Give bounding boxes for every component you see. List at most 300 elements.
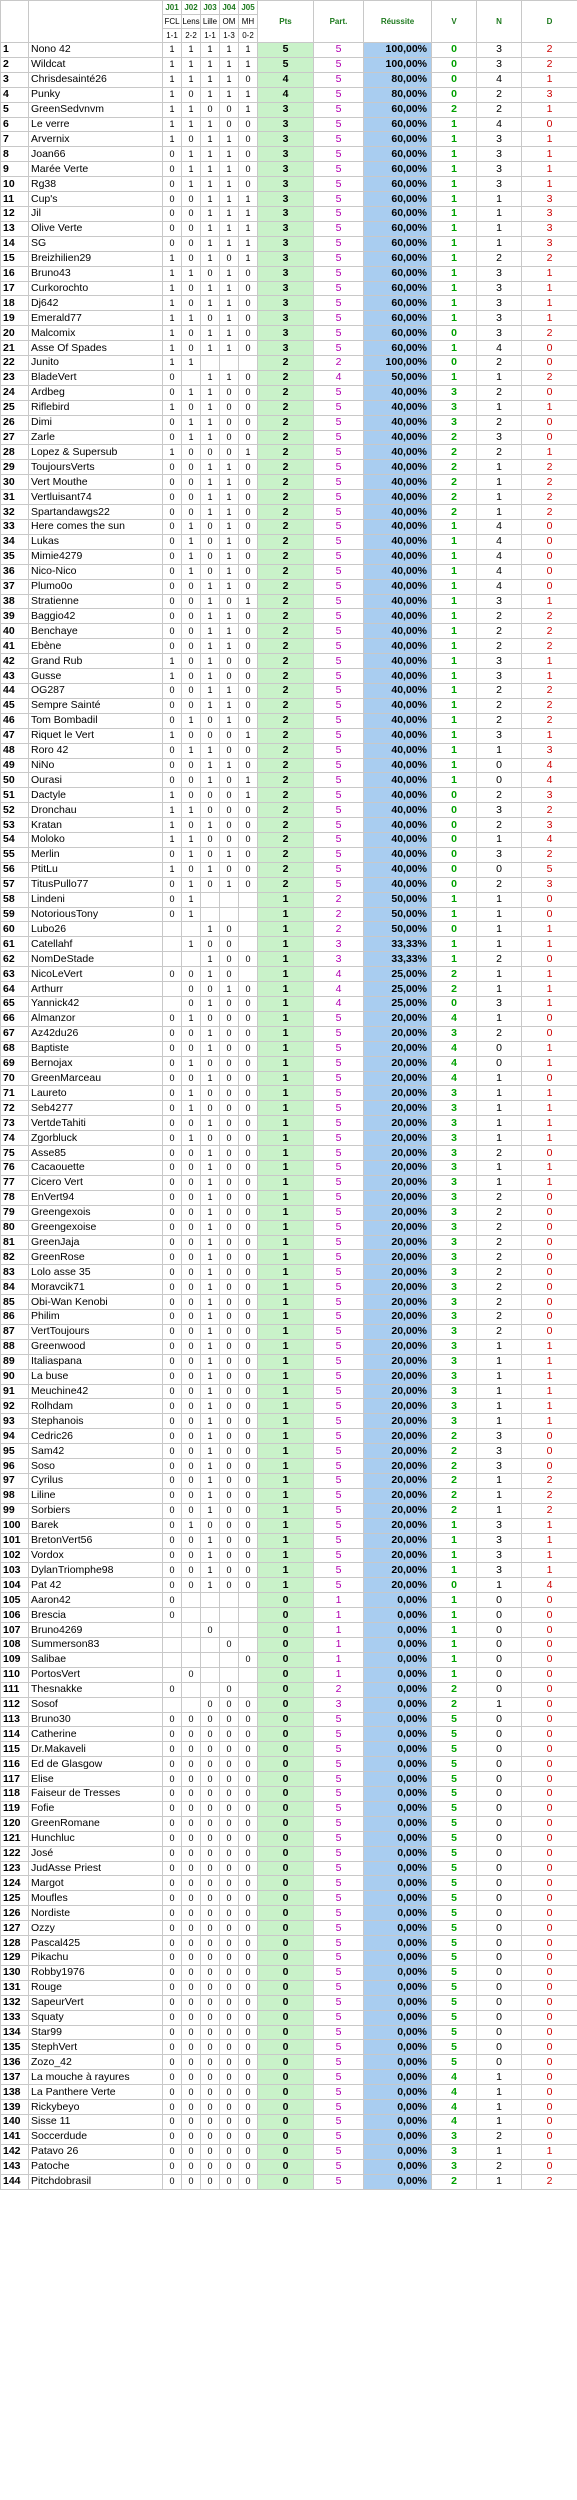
success-rate-cell: 0,00% xyxy=(364,2159,432,2174)
points-cell: 3 xyxy=(258,281,314,296)
n-cell: 3 xyxy=(477,281,522,296)
match-result: 0 xyxy=(201,982,220,997)
participations-cell: 5 xyxy=(314,549,364,564)
d-cell: 1 xyxy=(522,266,577,281)
points-cell: 2 xyxy=(258,833,314,848)
match-result: 0 xyxy=(239,1846,258,1861)
table-row xyxy=(1,1399,577,1414)
v-cell: 3 xyxy=(432,1265,477,1280)
participations-cell: 2 xyxy=(314,907,364,922)
player-name: Cedric26 xyxy=(29,1429,163,1444)
n-cell: 1 xyxy=(477,1399,522,1414)
table-row xyxy=(1,147,577,162)
match-result: 1 xyxy=(239,251,258,266)
match-result: 0 xyxy=(239,370,258,385)
table-row xyxy=(1,1742,577,1757)
match-result: 0 xyxy=(239,1563,258,1578)
match-result: 0 xyxy=(220,1876,239,1891)
match-result: 0 xyxy=(163,1250,182,1265)
points-cell: 1 xyxy=(258,1399,314,1414)
match-result: 0 xyxy=(163,1936,182,1951)
participations-cell: 5 xyxy=(314,2025,364,2040)
match-result: 0 xyxy=(239,1295,258,1310)
n-cell: 2 xyxy=(477,683,522,698)
points-cell: 1 xyxy=(258,1056,314,1071)
n-cell: 4 xyxy=(477,579,522,594)
player-name: Grand Rub xyxy=(29,654,163,669)
match-code: J04 xyxy=(220,1,239,15)
d-cell: 1 xyxy=(522,1548,577,1563)
table-row xyxy=(1,1951,577,1966)
match-result: 1 xyxy=(201,370,220,385)
success-rate-cell: 0,00% xyxy=(364,1667,432,1682)
participations-cell: 5 xyxy=(314,162,364,177)
match-result xyxy=(163,1697,182,1712)
d-cell: 1 xyxy=(522,1563,577,1578)
v-cell: 1 xyxy=(432,296,477,311)
match-result: 0 xyxy=(182,206,201,221)
match-result: 0 xyxy=(182,1503,201,1518)
success-rate-cell: 25,00% xyxy=(364,982,432,997)
n-cell: 2 xyxy=(477,1190,522,1205)
rank-cell: 23 xyxy=(1,370,29,385)
participations-cell: 5 xyxy=(314,1444,364,1459)
match-result: 0 xyxy=(201,1995,220,2010)
points-cell: 1 xyxy=(258,1369,314,1384)
n-cell: 2 xyxy=(477,609,522,624)
match-result xyxy=(163,1623,182,1638)
match-result: 1 xyxy=(182,430,201,445)
match-result: 0 xyxy=(220,1697,239,1712)
points-cell: 1 xyxy=(258,1384,314,1399)
match-result: 0 xyxy=(182,1951,201,1966)
d-cell: 2 xyxy=(522,505,577,520)
player-name: Elise xyxy=(29,1772,163,1787)
points-cell: 4 xyxy=(258,72,314,87)
match-result: 0 xyxy=(239,1056,258,1071)
n-cell: 3 xyxy=(477,43,522,58)
match-result: 1 xyxy=(201,1310,220,1325)
match-result xyxy=(163,982,182,997)
v-cell: 1 xyxy=(432,311,477,326)
match-result: 0 xyxy=(239,341,258,356)
success-rate-cell: 0,00% xyxy=(364,1697,432,1712)
rank-cell: 1 xyxy=(1,43,29,58)
match-result: 1 xyxy=(201,624,220,639)
match-result: 0 xyxy=(163,847,182,862)
match-result: 1 xyxy=(201,1205,220,1220)
v-cell: 0 xyxy=(432,803,477,818)
v-cell: 5 xyxy=(432,1876,477,1891)
match-result: 0 xyxy=(220,1399,239,1414)
d-cell: 1 xyxy=(522,1369,577,1384)
match-result: 0 xyxy=(220,818,239,833)
n-cell: 2 xyxy=(477,698,522,713)
participations-cell: 5 xyxy=(314,1235,364,1250)
match-result: 0 xyxy=(220,1637,239,1652)
match-result: 0 xyxy=(201,1787,220,1802)
points-cell: 2 xyxy=(258,490,314,505)
participations-cell: 5 xyxy=(314,177,364,192)
n-cell: 2 xyxy=(477,1310,522,1325)
match-team: MH xyxy=(239,15,258,29)
player-name: Patoche xyxy=(29,2159,163,2174)
match-result: 0 xyxy=(239,266,258,281)
table-row xyxy=(1,982,577,997)
match-result: 0 xyxy=(220,1772,239,1787)
match-result: 1 xyxy=(163,87,182,102)
n-cell: 0 xyxy=(477,1727,522,1742)
d-cell: 1 xyxy=(522,922,577,937)
participations-cell: 5 xyxy=(314,1414,364,1429)
table-row xyxy=(1,102,577,117)
rank-cell: 24 xyxy=(1,385,29,400)
v-cell: 3 xyxy=(432,415,477,430)
match-result: 0 xyxy=(239,1965,258,1980)
player-name: Greengexoise xyxy=(29,1220,163,1235)
participations-cell: 5 xyxy=(314,1772,364,1787)
match-result xyxy=(201,1667,220,1682)
v-cell: 5 xyxy=(432,1816,477,1831)
match-result: 0 xyxy=(239,982,258,997)
rank-cell: 110 xyxy=(1,1667,29,1682)
participations-cell: 4 xyxy=(314,967,364,982)
rank-cell: 65 xyxy=(1,997,29,1012)
match-result: 1 xyxy=(201,221,220,236)
match-result: 0 xyxy=(220,1891,239,1906)
match-result: 1 xyxy=(201,1444,220,1459)
points-cell: 0 xyxy=(258,1801,314,1816)
success-rate-cell: 0,00% xyxy=(364,2129,432,2144)
match-result: 0 xyxy=(220,1369,239,1384)
table-row xyxy=(1,1384,577,1399)
v-cell: 3 xyxy=(432,1101,477,1116)
d-cell: 1 xyxy=(522,400,577,415)
table-row xyxy=(1,1474,577,1489)
table-row xyxy=(1,1324,577,1339)
points-cell: 0 xyxy=(258,1623,314,1638)
match-result: 1 xyxy=(201,1235,220,1250)
player-name: Pat 42 xyxy=(29,1578,163,1593)
match-result: 1 xyxy=(182,534,201,549)
points-cell: 0 xyxy=(258,1787,314,1802)
match-result xyxy=(239,1608,258,1623)
match-result: 1 xyxy=(201,1503,220,1518)
points-cell: 1 xyxy=(258,1295,314,1310)
success-rate-cell: 0,00% xyxy=(364,1801,432,1816)
v-cell: 5 xyxy=(432,1965,477,1980)
success-rate-cell: 60,00% xyxy=(364,251,432,266)
d-cell: 1 xyxy=(522,654,577,669)
v-cell: 1 xyxy=(432,1548,477,1563)
n-cell: 0 xyxy=(477,1980,522,1995)
rank-cell: 35 xyxy=(1,549,29,564)
participations-cell: 5 xyxy=(314,1742,364,1757)
table-row xyxy=(1,296,577,311)
player-name: Zozo_42 xyxy=(29,2055,163,2070)
v-cell: 1 xyxy=(432,624,477,639)
d-cell: 0 xyxy=(522,1712,577,1727)
rank-cell: 108 xyxy=(1,1637,29,1652)
match-result: 0 xyxy=(163,624,182,639)
points-cell: 1 xyxy=(258,1235,314,1250)
v-cell: 3 xyxy=(432,1250,477,1265)
n-cell: 3 xyxy=(477,177,522,192)
match-result: 0 xyxy=(201,2040,220,2055)
n-cell: 0 xyxy=(477,773,522,788)
match-result: 0 xyxy=(201,833,220,848)
match-result: 0 xyxy=(220,1459,239,1474)
participations-cell: 5 xyxy=(314,206,364,221)
n-cell: 1 xyxy=(477,1503,522,1518)
success-rate-cell: 25,00% xyxy=(364,997,432,1012)
match-result: 0 xyxy=(239,147,258,162)
points-cell: 1 xyxy=(258,1578,314,1593)
match-result: 0 xyxy=(239,1444,258,1459)
rank-cell: 58 xyxy=(1,892,29,907)
rank-cell: 20 xyxy=(1,326,29,341)
match-result: 0 xyxy=(220,415,239,430)
rank-cell: 10 xyxy=(1,177,29,192)
match-result: 1 xyxy=(201,57,220,72)
match-result: 1 xyxy=(201,385,220,400)
v-cell: 1 xyxy=(432,1593,477,1608)
match-result: 1 xyxy=(163,803,182,818)
n-cell: 2 xyxy=(477,1146,522,1161)
d-cell: 2 xyxy=(522,1503,577,1518)
v-cell: 0 xyxy=(432,862,477,877)
match-result: 0 xyxy=(220,997,239,1012)
player-name: Yannick42 xyxy=(29,997,163,1012)
points-cell: 0 xyxy=(258,1965,314,1980)
points-cell: 2 xyxy=(258,385,314,400)
success-rate-cell: 0,00% xyxy=(364,2040,432,2055)
match-result: 0 xyxy=(163,1041,182,1056)
match-result xyxy=(239,1593,258,1608)
d-cell: 2 xyxy=(522,698,577,713)
d-cell: 0 xyxy=(522,1906,577,1921)
header-pts: Pts xyxy=(258,1,314,43)
table-row xyxy=(1,1772,577,1787)
rank-cell: 112 xyxy=(1,1697,29,1712)
v-cell: 3 xyxy=(432,1086,477,1101)
match-result: 0 xyxy=(239,549,258,564)
n-cell: 1 xyxy=(477,206,522,221)
points-cell: 0 xyxy=(258,2159,314,2174)
v-cell: 3 xyxy=(432,1399,477,1414)
rank-cell: 36 xyxy=(1,564,29,579)
points-cell: 1 xyxy=(258,1146,314,1161)
match-result: 1 xyxy=(239,57,258,72)
match-result: 1 xyxy=(201,1146,220,1161)
v-cell: 1 xyxy=(432,669,477,684)
match-result: 0 xyxy=(201,1951,220,1966)
rank-cell: 99 xyxy=(1,1503,29,1518)
match-result: 0 xyxy=(163,147,182,162)
match-result: 0 xyxy=(163,2159,182,2174)
match-result: 0 xyxy=(239,505,258,520)
player-name: Pascal425 xyxy=(29,1936,163,1951)
n-cell: 1 xyxy=(477,922,522,937)
player-name: La mouche à rayures xyxy=(29,2070,163,2085)
match-result: 0 xyxy=(182,341,201,356)
match-result: 1 xyxy=(182,833,201,848)
match-result: 1 xyxy=(201,475,220,490)
success-rate-cell: 20,00% xyxy=(364,1131,432,1146)
match-result: 0 xyxy=(201,1131,220,1146)
success-rate-cell: 40,00% xyxy=(364,728,432,743)
d-cell: 1 xyxy=(522,311,577,326)
participations-cell: 5 xyxy=(314,2040,364,2055)
success-rate-cell: 60,00% xyxy=(364,266,432,281)
match-result: 0 xyxy=(239,1995,258,2010)
success-rate-cell: 20,00% xyxy=(364,1354,432,1369)
v-cell: 1 xyxy=(432,236,477,251)
participations-cell: 5 xyxy=(314,1339,364,1354)
match-result: 1 xyxy=(163,818,182,833)
match-result: 0 xyxy=(182,236,201,251)
match-result: 0 xyxy=(163,1503,182,1518)
rank-cell: 59 xyxy=(1,907,29,922)
v-cell: 2 xyxy=(432,1697,477,1712)
table-row xyxy=(1,1131,577,1146)
match-result: 1 xyxy=(163,117,182,132)
v-cell: 3 xyxy=(432,385,477,400)
player-name: Here comes the sun xyxy=(29,520,163,535)
v-cell: 1 xyxy=(432,117,477,132)
participations-cell: 5 xyxy=(314,1220,364,1235)
player-name: Dj642 xyxy=(29,296,163,311)
player-name: José xyxy=(29,1846,163,1861)
match-result: 1 xyxy=(239,192,258,207)
match-result: 1 xyxy=(182,1101,201,1116)
participations-cell: 5 xyxy=(314,221,364,236)
participations-cell: 5 xyxy=(314,192,364,207)
table-row xyxy=(1,728,577,743)
match-result: 0 xyxy=(239,162,258,177)
success-rate-cell: 40,00% xyxy=(364,788,432,803)
match-result: 1 xyxy=(201,579,220,594)
v-cell: 0 xyxy=(432,847,477,862)
match-result: 1 xyxy=(201,773,220,788)
match-result: 0 xyxy=(220,952,239,967)
v-cell: 3 xyxy=(432,1175,477,1190)
success-rate-cell: 0,00% xyxy=(364,1593,432,1608)
participations-cell: 5 xyxy=(314,475,364,490)
d-cell: 2 xyxy=(522,639,577,654)
match-result: 0 xyxy=(182,1548,201,1563)
success-rate-cell: 0,00% xyxy=(364,1608,432,1623)
rank-cell: 49 xyxy=(1,758,29,773)
table-row xyxy=(1,1101,577,1116)
match-result: 1 xyxy=(182,415,201,430)
match-result: 0 xyxy=(220,2174,239,2189)
v-cell: 5 xyxy=(432,1787,477,1802)
d-cell: 0 xyxy=(522,1697,577,1712)
rank-cell: 26 xyxy=(1,415,29,430)
player-name: Pitchdobrasil xyxy=(29,2174,163,2189)
match-result: 0 xyxy=(182,862,201,877)
points-cell: 0 xyxy=(258,2055,314,2070)
table-row xyxy=(1,773,577,788)
match-result: 0 xyxy=(163,1265,182,1280)
match-result: 0 xyxy=(220,1101,239,1116)
match-result: 1 xyxy=(201,669,220,684)
points-cell: 2 xyxy=(258,877,314,892)
success-rate-cell: 0,00% xyxy=(364,2010,432,2025)
match-result: 0 xyxy=(163,1280,182,1295)
v-cell: 4 xyxy=(432,2114,477,2129)
n-cell: 1 xyxy=(477,1071,522,1086)
v-cell: 0 xyxy=(432,87,477,102)
table-row xyxy=(1,1310,577,1325)
match-result: 0 xyxy=(163,1071,182,1086)
table-row xyxy=(1,266,577,281)
points-cell: 0 xyxy=(258,2070,314,2085)
match-result: 0 xyxy=(239,1533,258,1548)
rank-cell: 2 xyxy=(1,57,29,72)
participations-cell: 1 xyxy=(314,1637,364,1652)
match-result: 0 xyxy=(182,2144,201,2159)
player-name: Cup's xyxy=(29,192,163,207)
rank-cell: 111 xyxy=(1,1682,29,1697)
n-cell: 1 xyxy=(477,370,522,385)
match-result: 1 xyxy=(182,892,201,907)
table-row xyxy=(1,1071,577,1086)
table-row xyxy=(1,877,577,892)
match-result: 0 xyxy=(220,1682,239,1697)
table-row xyxy=(1,370,577,385)
success-rate-cell: 40,00% xyxy=(364,430,432,445)
match-result: 0 xyxy=(201,1965,220,1980)
d-cell: 3 xyxy=(522,192,577,207)
match-result: 0 xyxy=(163,460,182,475)
match-result: 0 xyxy=(182,683,201,698)
match-result: 0 xyxy=(239,1876,258,1891)
n-cell: 4 xyxy=(477,72,522,87)
rank-cell: 115 xyxy=(1,1742,29,1757)
success-rate-cell: 0,00% xyxy=(364,1682,432,1697)
player-name: Obi-Wan Kenobi xyxy=(29,1295,163,1310)
v-cell: 5 xyxy=(432,2025,477,2040)
rank-cell: 32 xyxy=(1,505,29,520)
participations-cell: 5 xyxy=(314,2085,364,2100)
match-result: 0 xyxy=(163,1578,182,1593)
table-row xyxy=(1,1861,577,1876)
match-result: 0 xyxy=(220,743,239,758)
rank-cell: 33 xyxy=(1,520,29,535)
match-team: OM xyxy=(220,15,239,29)
success-rate-cell: 0,00% xyxy=(364,1652,432,1667)
n-cell: 3 xyxy=(477,311,522,326)
success-rate-cell: 40,00% xyxy=(364,534,432,549)
success-rate-cell: 20,00% xyxy=(364,1533,432,1548)
table-row xyxy=(1,1444,577,1459)
match-result: 1 xyxy=(182,907,201,922)
match-result: 0 xyxy=(220,102,239,117)
n-cell: 3 xyxy=(477,1459,522,1474)
match-result: 0 xyxy=(182,1787,201,1802)
player-name: Summerson83 xyxy=(29,1637,163,1652)
participations-cell: 5 xyxy=(314,1936,364,1951)
match-result: 0 xyxy=(163,1712,182,1727)
success-rate-cell: 40,00% xyxy=(364,818,432,833)
rank-cell: 8 xyxy=(1,147,29,162)
rank-cell: 64 xyxy=(1,982,29,997)
match-result: 0 xyxy=(239,177,258,192)
rank-cell: 79 xyxy=(1,1205,29,1220)
participations-cell: 5 xyxy=(314,505,364,520)
